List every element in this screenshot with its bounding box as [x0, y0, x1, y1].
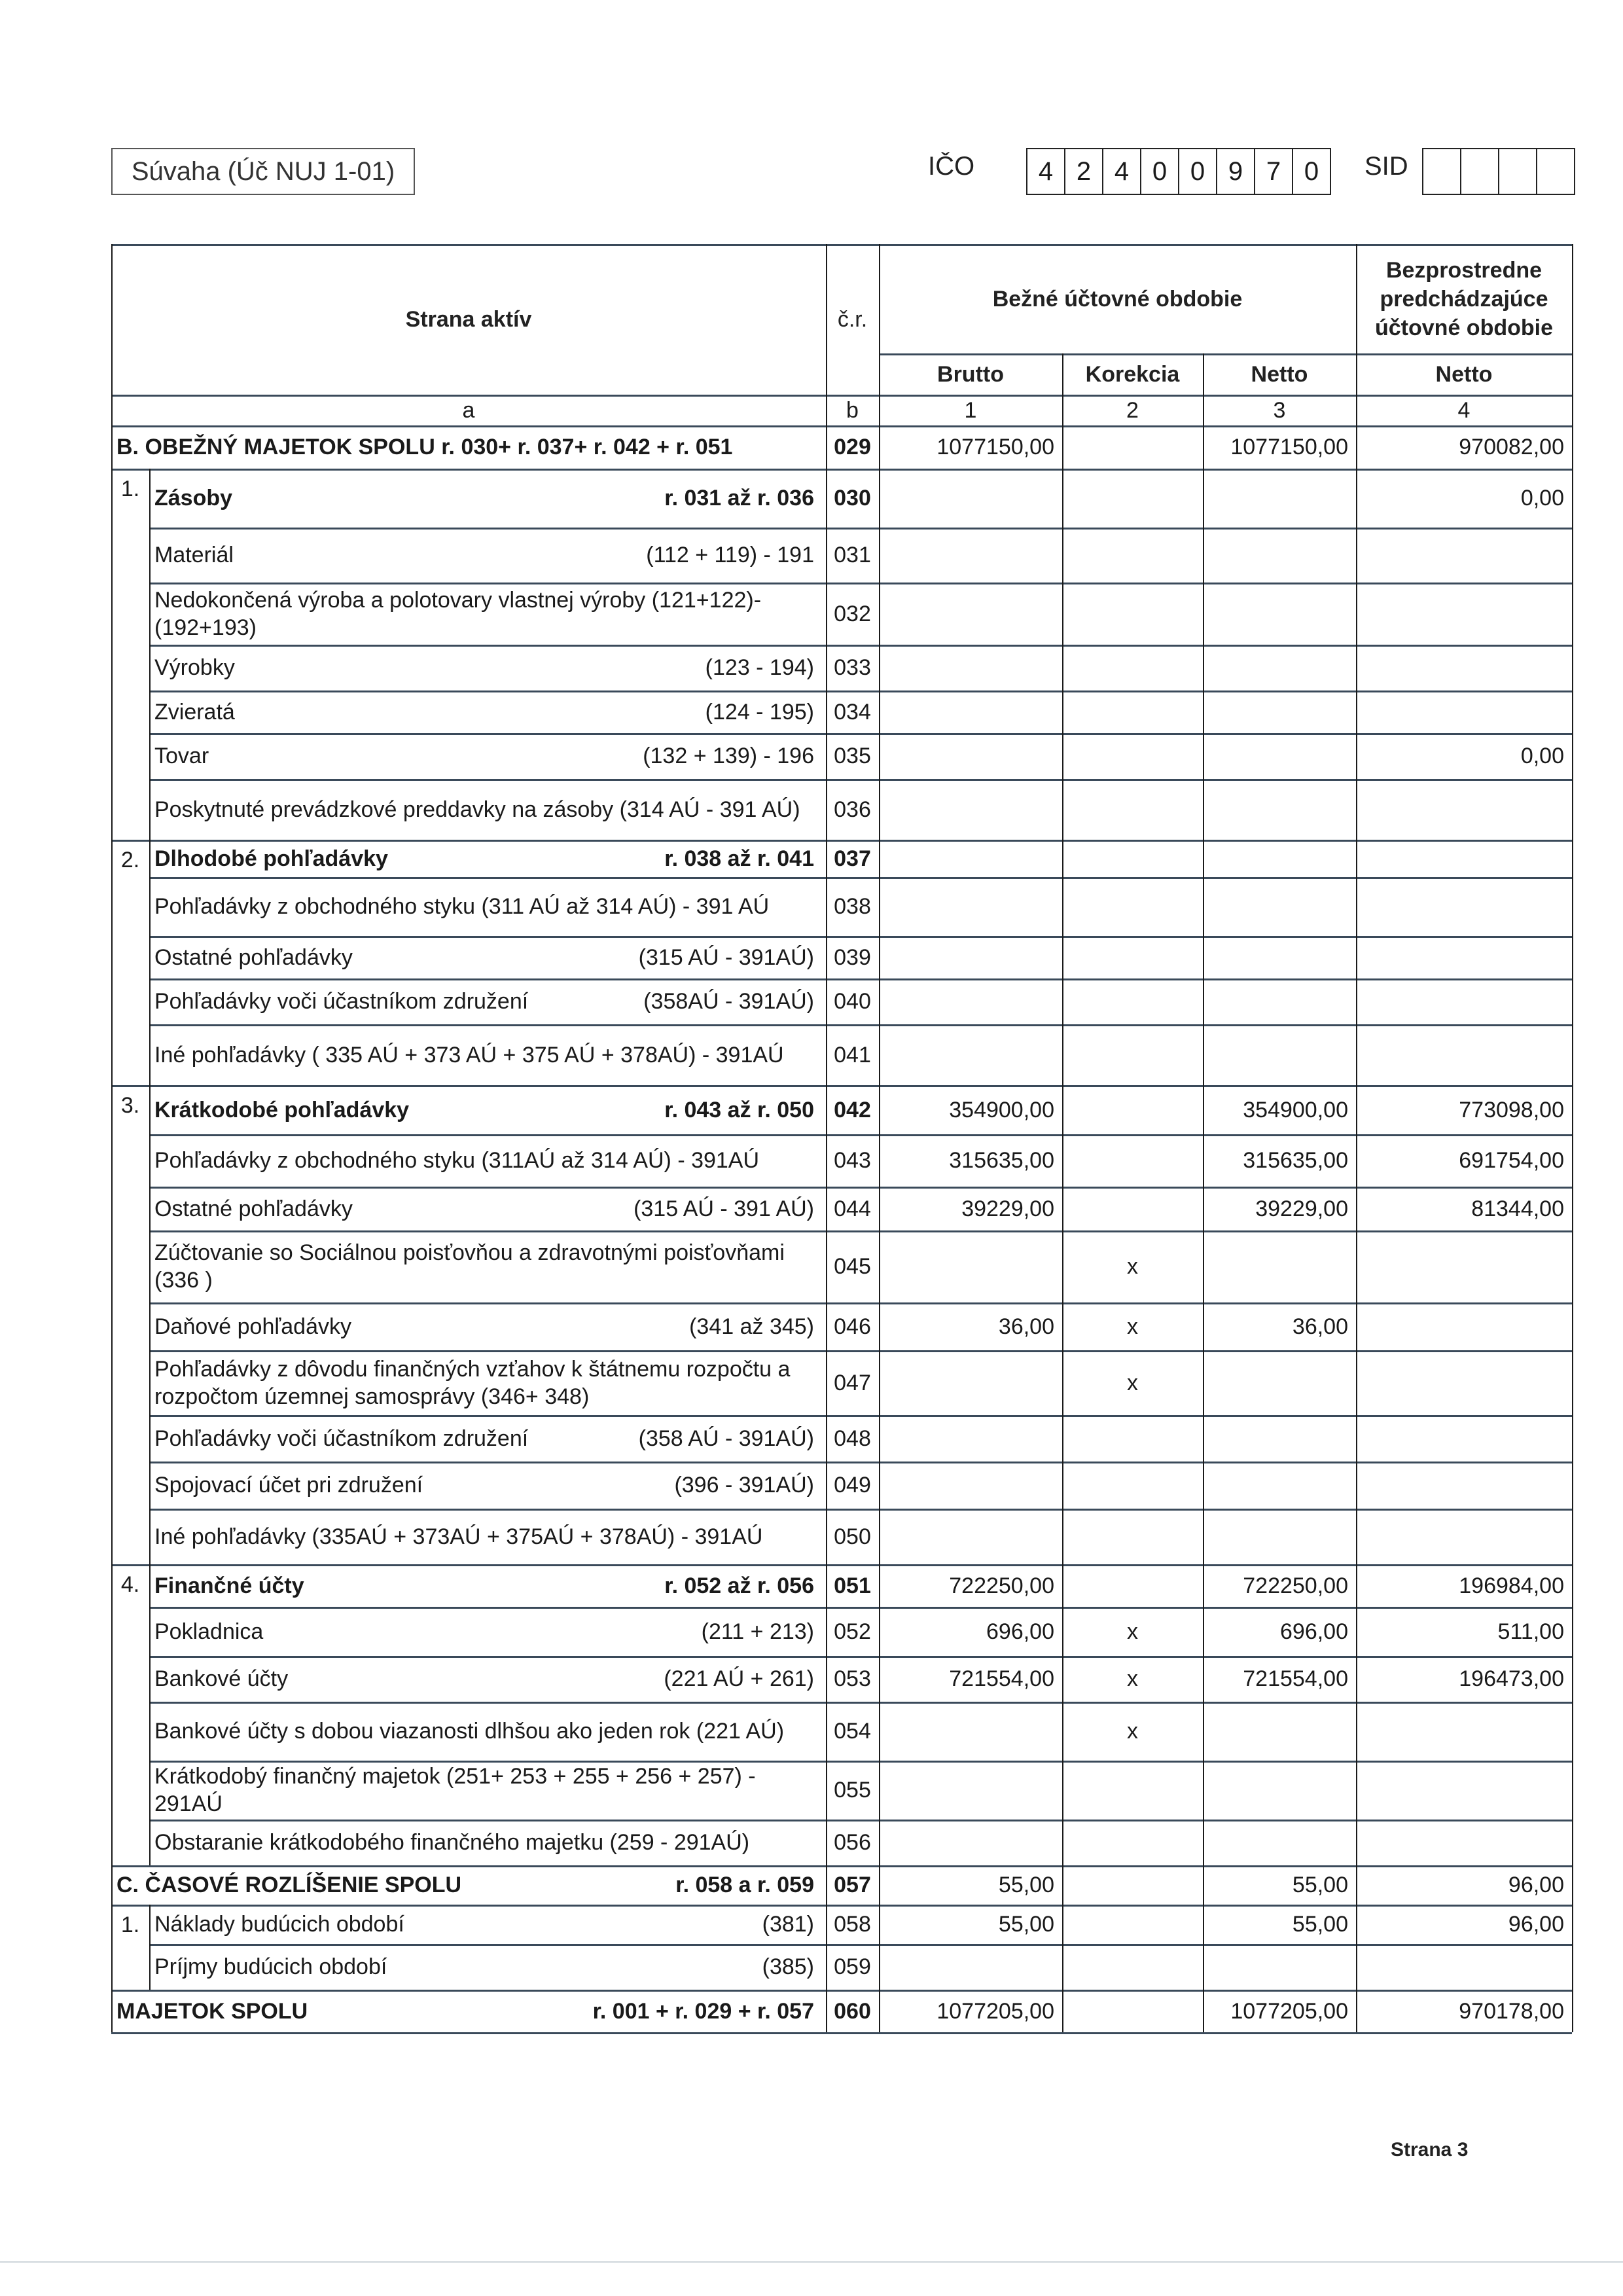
korekcia-value[interactable]: x: [1127, 1370, 1138, 1395]
netto-value[interactable]: 315635,00: [1243, 1148, 1348, 1173]
korekcia-value[interactable]: [1062, 1024, 1203, 1085]
row-label: [149, 1564, 826, 1607]
sid-digit[interactable]: [1498, 149, 1536, 194]
korekcia-value[interactable]: [1062, 936, 1203, 978]
netto-prev-value[interactable]: [1356, 840, 1572, 877]
row-divider: [879, 353, 1572, 355]
col-index-b: b: [846, 397, 859, 423]
sid-field[interactable]: [1422, 148, 1575, 195]
brutto-value[interactable]: [879, 1761, 1062, 1820]
row-label-text: Príjmy budúcich období: [154, 1954, 387, 1979]
row-label: [149, 1085, 826, 1134]
brutto-value[interactable]: [879, 1350, 1062, 1415]
row-number: 057: [834, 1873, 871, 1897]
row-label: [149, 1415, 826, 1462]
korekcia-value[interactable]: [1062, 645, 1203, 691]
row-label-text: Pohľadávky voči účastníkom združení: [154, 1426, 529, 1451]
row-formula: (315 AÚ - 391 AÚ): [633, 1196, 814, 1221]
brutto-value[interactable]: [879, 691, 1062, 733]
row-label: [149, 877, 826, 936]
balance-sheet-table: [111, 244, 1572, 2032]
row-label: [111, 1990, 826, 2032]
brutto-value[interactable]: 55,00: [998, 1873, 1054, 1897]
row-label: [149, 1761, 826, 1820]
netto-value[interactable]: [1203, 1024, 1356, 1085]
row-number: 029: [834, 435, 871, 459]
netto-value[interactable]: [1203, 1702, 1356, 1761]
row-section-number: 1.: [120, 476, 140, 501]
netto-prev-value[interactable]: 0,00: [1520, 744, 1564, 768]
netto-value[interactable]: 1077150,00: [1230, 435, 1348, 459]
row-number: 030: [834, 486, 871, 511]
netto-prev-value[interactable]: [1356, 645, 1572, 691]
brutto-value[interactable]: 1077205,00: [936, 1998, 1054, 2024]
korekcia-value[interactable]: [1062, 1462, 1203, 1509]
row-label: [149, 1462, 826, 1509]
brutto-value[interactable]: [879, 733, 1062, 779]
netto-prev-value[interactable]: 691754,00: [1459, 1148, 1564, 1173]
netto-prev-value[interactable]: [1356, 1509, 1572, 1564]
col-header-bezne-obdobie: Bežné účtovné obdobie: [992, 286, 1243, 312]
row-label-text: Poskytnuté prevádzkové preddavky na zásoby (314 AÚ - 391 AÚ): [154, 797, 800, 822]
row-label-text: Pokladnica: [154, 1619, 264, 1644]
netto-value[interactable]: 354900,00: [1243, 1097, 1348, 1122]
row-formula: r. 031 až r. 036: [664, 486, 814, 511]
row-formula: (315 AÚ - 391AÚ): [638, 944, 814, 970]
row-label-text: Krátkodobý finančný majetok (251+ 253 + 255 + 256 + 257) - 291AÚ: [154, 1764, 756, 1816]
netto-value[interactable]: [1203, 528, 1356, 583]
row-label-text: B. OBEŽNÝ MAJETOK SPOLU r. 030+ r. 037+ r. 042 + r. 051: [116, 435, 733, 459]
row-number: 045: [834, 1254, 871, 1279]
brutto-value[interactable]: 722250,00: [949, 1573, 1054, 1598]
korekcia-value[interactable]: [1062, 691, 1203, 733]
row-formula: (358 AÚ - 391AÚ): [638, 1426, 814, 1451]
brutto-value[interactable]: [879, 1820, 1062, 1865]
ico-digit[interactable]: 4: [1026, 149, 1064, 194]
row-section-number: 2.: [120, 848, 140, 872]
brutto-value[interactable]: [879, 469, 1062, 528]
netto-value[interactable]: [1203, 936, 1356, 978]
korekcia-value[interactable]: [1062, 1085, 1203, 1134]
row-label-text: Nedokončená výroba a polotovary vlastnej výroby (121+122)-(192+193): [154, 587, 762, 640]
row-label-text: Ostatné pohľadávky: [154, 1196, 353, 1221]
netto-value[interactable]: 696,00: [1280, 1619, 1348, 1644]
korekcia-value[interactable]: [1062, 840, 1203, 877]
row-label-text: Bankové účty s dobou viazanosti dlhšou ako jeden rok (221 AÚ): [154, 1719, 785, 1744]
sid-label: SID: [1364, 152, 1408, 181]
brutto-value[interactable]: [879, 840, 1062, 877]
netto-value[interactable]: [1203, 469, 1356, 528]
brutto-value[interactable]: 315635,00: [949, 1148, 1054, 1173]
row-section-number: 3.: [120, 1093, 140, 1118]
korekcia-value[interactable]: [1062, 1134, 1203, 1187]
row-label-text: Iné pohľadávky (335AÚ + 373AÚ + 375AÚ + 378AÚ) - 391AÚ: [154, 1524, 763, 1549]
brutto-value[interactable]: 1077150,00: [936, 435, 1054, 459]
korekcia-value[interactable]: [1062, 1761, 1203, 1820]
netto-value[interactable]: [1203, 691, 1356, 733]
netto-prev-value[interactable]: [1356, 691, 1572, 733]
netto-prev-value[interactable]: [1356, 1944, 1572, 1990]
row-label: [149, 583, 826, 645]
row-formula: (341 až 345): [689, 1314, 814, 1339]
ico-digit[interactable]: 2: [1064, 149, 1102, 194]
col-header-korekcia: Korekcia: [1085, 361, 1180, 387]
row-label-text: Pohľadávky z obchodného styku (311 AÚ až 314 AÚ) - 391 AÚ: [154, 894, 770, 919]
korekcia-value[interactable]: [1062, 1415, 1203, 1462]
sid-digit[interactable]: [1460, 149, 1498, 194]
row-label: [149, 1944, 826, 1990]
row-label-text: Náklady budúcich období: [154, 1912, 404, 1937]
col-index-4: 4: [1457, 397, 1471, 423]
netto-value[interactable]: [1203, 1415, 1356, 1462]
row-formula: (132 + 139) - 196: [643, 744, 814, 768]
col-index-3: 3: [1273, 397, 1286, 423]
row-number: 040: [834, 989, 871, 1014]
row-formula: r. 038 až r. 041: [664, 846, 814, 871]
ico-digit[interactable]: 0: [1178, 149, 1216, 194]
row-label: [149, 779, 826, 840]
netto-prev-value[interactable]: [1356, 1462, 1572, 1509]
netto-prev-value[interactable]: 81344,00: [1471, 1196, 1564, 1221]
row-number: 037: [834, 846, 871, 871]
row-number: 058: [834, 1912, 871, 1937]
netto-value[interactable]: [1203, 840, 1356, 877]
row-label: [149, 645, 826, 691]
korekcia-value[interactable]: [1062, 1564, 1203, 1607]
netto-prev-value[interactable]: 970082,00: [1459, 435, 1564, 459]
netto-value[interactable]: [1203, 645, 1356, 691]
row-formula: (396 - 391AÚ): [674, 1473, 814, 1498]
ico-digit[interactable]: 7: [1254, 149, 1292, 194]
row-divider: [111, 2032, 1572, 2034]
brutto-value[interactable]: 39229,00: [961, 1196, 1054, 1221]
row-formula: (211 + 213): [701, 1619, 814, 1644]
korekcia-value[interactable]: [1062, 1905, 1203, 1944]
row-label: [149, 691, 826, 733]
row-formula: r. 043 až r. 050: [664, 1097, 814, 1122]
row-number: 043: [834, 1148, 871, 1173]
korekcia-value[interactable]: x: [1127, 1314, 1138, 1339]
row-number: 054: [834, 1719, 871, 1744]
brutto-value[interactable]: [879, 779, 1062, 840]
row-label-text: Zvieratá: [154, 699, 235, 725]
netto-value[interactable]: [1203, 1350, 1356, 1415]
korekcia-value[interactable]: [1062, 733, 1203, 779]
row-label-text: MAJETOK SPOLU: [116, 1998, 308, 2024]
brutto-value[interactable]: [879, 645, 1062, 691]
col-header-netto: Netto: [1251, 361, 1308, 387]
row-section-number: 1.: [120, 1912, 140, 1937]
col-header-strana-aktiv: Strana aktív: [405, 307, 532, 332]
netto-prev-value[interactable]: [1356, 1230, 1572, 1302]
row-label: [149, 1230, 826, 1302]
row-label: [149, 1350, 826, 1415]
netto-value[interactable]: [1203, 779, 1356, 840]
netto-prev-value[interactable]: [1356, 1024, 1572, 1085]
netto-value[interactable]: [1203, 1820, 1356, 1865]
row-label: [149, 1024, 826, 1085]
korekcia-value[interactable]: [1062, 877, 1203, 936]
row-label: [149, 469, 826, 528]
netto-value[interactable]: [1203, 978, 1356, 1024]
korekcia-value[interactable]: [1062, 978, 1203, 1024]
row-label-text: Krátkodobé pohľadávky: [154, 1097, 410, 1122]
ico-digit[interactable]: 0: [1140, 149, 1178, 194]
row-number: 032: [834, 601, 871, 626]
korekcia-value[interactable]: [1062, 528, 1203, 583]
netto-value[interactable]: [1203, 733, 1356, 779]
row-number: 036: [834, 797, 871, 822]
row-label-text: Spojovací účet pri združení: [154, 1473, 423, 1498]
brutto-value[interactable]: [879, 1944, 1062, 1990]
row-label-text: Finančné účty: [154, 1573, 304, 1598]
brutto-value[interactable]: [879, 1509, 1062, 1564]
netto-value[interactable]: 55,00: [1292, 1912, 1348, 1937]
row-label-text: Pohľadávky voči účastníkom združení: [154, 989, 529, 1014]
sid-digit[interactable]: [1422, 149, 1460, 194]
korekcia-value[interactable]: x: [1127, 1619, 1138, 1644]
row-number: 052: [834, 1619, 871, 1644]
row-number: 051: [834, 1573, 871, 1598]
col-index-a: a: [462, 397, 475, 423]
ico-digit[interactable]: 9: [1216, 149, 1254, 194]
row-divider: [111, 244, 1572, 246]
netto-prev-value[interactable]: 96,00: [1508, 1912, 1564, 1937]
row-number: 034: [834, 699, 871, 725]
row-number: 059: [834, 1954, 871, 1979]
row-label: [149, 978, 826, 1024]
netto-prev-value[interactable]: [1356, 528, 1572, 583]
col-header-cr: č.r.: [837, 307, 868, 332]
korekcia-value[interactable]: x: [1127, 1719, 1138, 1744]
netto-prev-value[interactable]: 196984,00: [1459, 1573, 1564, 1598]
row-number: 055: [834, 1778, 871, 1803]
row-label-text: Ostatné pohľadávky: [154, 944, 353, 970]
row-number: 033: [834, 655, 871, 680]
row-label-text: Pohľadávky z dôvodu finančných vzťahov k štátnemu rozpočtu a rozpočtom územnej samosprávy (346+ 348): [154, 1356, 791, 1409]
netto-prev-value[interactable]: 96,00: [1508, 1873, 1564, 1897]
row-label: [149, 733, 826, 779]
netto-prev-value[interactable]: [1356, 583, 1572, 645]
row-label: [111, 425, 826, 469]
page-number: Strana 3: [1391, 2139, 1469, 2161]
col-header-netto-prev: Netto: [1435, 361, 1493, 387]
netto-value[interactable]: 721554,00: [1243, 1666, 1348, 1691]
brutto-value[interactable]: 354900,00: [949, 1097, 1054, 1122]
row-formula: r. 052 až r. 056: [664, 1573, 814, 1598]
row-formula: (112 + 119) - 191: [646, 543, 814, 567]
netto-prev-value[interactable]: [1356, 779, 1572, 840]
korekcia-value[interactable]: [1062, 779, 1203, 840]
row-number: 060: [834, 1998, 871, 2024]
netto-prev-value[interactable]: [1356, 978, 1572, 1024]
netto-prev-value[interactable]: 970178,00: [1459, 1998, 1564, 2024]
ico-digit[interactable]: 4: [1102, 149, 1140, 194]
netto-prev-value[interactable]: 511,00: [1497, 1619, 1564, 1644]
netto-value[interactable]: [1203, 1230, 1356, 1302]
netto-prev-value[interactable]: [1356, 1702, 1572, 1761]
col-index-2: 2: [1126, 397, 1139, 423]
brutto-value[interactable]: 36,00: [998, 1314, 1054, 1339]
brutto-value[interactable]: [879, 1024, 1062, 1085]
netto-prev-value[interactable]: 196473,00: [1459, 1666, 1564, 1691]
ico-digit[interactable]: 0: [1292, 149, 1330, 194]
korekcia-value[interactable]: x: [1127, 1666, 1138, 1691]
korekcia-value[interactable]: x: [1127, 1254, 1138, 1279]
row-number: 046: [834, 1314, 871, 1339]
netto-value[interactable]: [1203, 1509, 1356, 1564]
brutto-value[interactable]: [879, 877, 1062, 936]
row-label-text: Obstaranie krátkodobého finančného majetku (259 - 291AÚ): [154, 1830, 750, 1855]
row-number: 044: [834, 1196, 871, 1221]
korekcia-value[interactable]: [1062, 1990, 1203, 2032]
ico-label: IČO: [928, 152, 975, 181]
row-label-text: Dlhodobé pohľadávky: [154, 846, 388, 871]
row-label: [149, 528, 826, 583]
column-divider: [1572, 244, 1573, 2032]
row-label-text: Výrobky: [154, 655, 235, 680]
netto-prev-value[interactable]: [1356, 1761, 1572, 1820]
row-divider: [111, 395, 1572, 397]
netto-prev-value[interactable]: [1356, 936, 1572, 978]
korekcia-value[interactable]: [1062, 583, 1203, 645]
korekcia-value[interactable]: [1062, 469, 1203, 528]
row-formula: (385): [762, 1954, 814, 1979]
brutto-value[interactable]: [879, 1230, 1062, 1302]
row-label: [149, 1134, 826, 1187]
korekcia-value[interactable]: [1062, 1187, 1203, 1230]
row-number: 041: [834, 1042, 871, 1067]
row-label-text: Iné pohľadávky ( 335 AÚ + 373 AÚ + 375 AÚ + 378AÚ) - 391AÚ: [154, 1042, 784, 1067]
netto-value[interactable]: 36,00: [1292, 1314, 1348, 1339]
netto-prev-value[interactable]: [1356, 1302, 1572, 1350]
row-label-text: Tovar: [154, 744, 209, 768]
korekcia-value[interactable]: [1062, 1509, 1203, 1564]
korekcia-value[interactable]: [1062, 1865, 1203, 1905]
row-label: [149, 1509, 826, 1564]
brutto-value[interactable]: 721554,00: [949, 1666, 1054, 1691]
col-index-1: 1: [964, 397, 977, 423]
netto-prev-value[interactable]: [1356, 1415, 1572, 1462]
row-number: 039: [834, 944, 871, 970]
row-label-text: C. ČASOVÉ ROZLÍŠENIE SPOLU: [116, 1873, 462, 1897]
korekcia-value[interactable]: [1062, 1820, 1203, 1865]
row-label: [149, 936, 826, 978]
row-number: 031: [834, 543, 871, 567]
ico-field[interactable]: [1026, 148, 1331, 195]
sid-digit[interactable]: [1536, 149, 1574, 194]
row-label-text: Daňové pohľadávky: [154, 1314, 352, 1339]
row-formula: (124 - 195): [705, 699, 814, 725]
row-number: 047: [834, 1370, 871, 1395]
row-number: 038: [834, 894, 871, 919]
row-number: 049: [834, 1473, 871, 1498]
row-label-text: Materiál: [154, 543, 234, 567]
netto-prev-value[interactable]: [1356, 877, 1572, 936]
row-number: 053: [834, 1666, 871, 1691]
netto-value[interactable]: 722250,00: [1243, 1573, 1348, 1598]
netto-value[interactable]: 55,00: [1292, 1873, 1348, 1897]
netto-value[interactable]: [1203, 583, 1356, 645]
row-label: [149, 1187, 826, 1230]
row-formula: r. 058 a r. 059: [675, 1873, 814, 1897]
row-label: [149, 1302, 826, 1350]
korekcia-value[interactable]: [1062, 1944, 1203, 1990]
brutto-value[interactable]: [879, 1702, 1062, 1761]
row-number: 035: [834, 744, 871, 768]
row-label: [149, 1607, 826, 1656]
netto-value[interactable]: 39229,00: [1255, 1196, 1348, 1221]
netto-value[interactable]: [1203, 1761, 1356, 1820]
brutto-value[interactable]: [879, 583, 1062, 645]
row-formula: (358AÚ - 391AÚ): [643, 989, 814, 1014]
form-id-label: Súvaha (Úč NUJ 1-01): [131, 156, 395, 186]
brutto-value[interactable]: [879, 1462, 1062, 1509]
row-label: [111, 1865, 826, 1905]
netto-value[interactable]: 1077205,00: [1230, 1998, 1348, 2024]
col-header-predchadzajuce-obdobie: Bezprostredne predchádzajúce účtovné obdobie: [1375, 257, 1553, 340]
row-formula: (123 - 194): [705, 655, 814, 680]
bottom-divider: [0, 2261, 1623, 2263]
netto-value[interactable]: [1203, 1462, 1356, 1509]
form-id-box: [111, 148, 415, 195]
row-number: 056: [834, 1830, 871, 1855]
korekcia-value[interactable]: [1062, 425, 1203, 469]
row-label: [149, 840, 826, 877]
netto-prev-value[interactable]: [1356, 1350, 1572, 1415]
row-label: [149, 1656, 826, 1702]
row-label-text: Zúčtovanie so Sociálnou poisťovňou a zdravotnými poisťovňami (336 ): [154, 1240, 785, 1293]
row-label: [149, 1820, 826, 1865]
netto-prev-value[interactable]: [1356, 1820, 1572, 1865]
row-formula: (381): [762, 1912, 814, 1937]
row-label: [149, 1702, 826, 1761]
netto-prev-value[interactable]: 773098,00: [1459, 1097, 1564, 1122]
brutto-value[interactable]: [879, 936, 1062, 978]
row-number: 042: [834, 1097, 871, 1122]
row-label: [149, 1905, 826, 1944]
row-formula: (221 AÚ + 261): [664, 1666, 814, 1691]
brutto-value[interactable]: 696,00: [986, 1619, 1054, 1644]
brutto-value[interactable]: [879, 1415, 1062, 1462]
row-label-text: Bankové účty: [154, 1666, 289, 1691]
row-number: 048: [834, 1426, 871, 1451]
brutto-value[interactable]: [879, 528, 1062, 583]
row-formula: r. 001 + r. 029 + r. 057: [592, 1998, 814, 2024]
row-number: 050: [834, 1524, 871, 1549]
netto-value[interactable]: [1203, 1944, 1356, 1990]
row-section-number: 4.: [120, 1572, 140, 1597]
netto-value[interactable]: [1203, 877, 1356, 936]
row-label-text: Pohľadávky z obchodného styku (311AÚ až 314 AÚ) - 391AÚ: [154, 1148, 760, 1173]
row-label-text: Zásoby: [154, 486, 233, 511]
brutto-value[interactable]: 55,00: [998, 1912, 1054, 1937]
brutto-value[interactable]: [879, 978, 1062, 1024]
col-header-brutto: Brutto: [937, 361, 1004, 387]
netto-prev-value[interactable]: 0,00: [1520, 486, 1564, 511]
